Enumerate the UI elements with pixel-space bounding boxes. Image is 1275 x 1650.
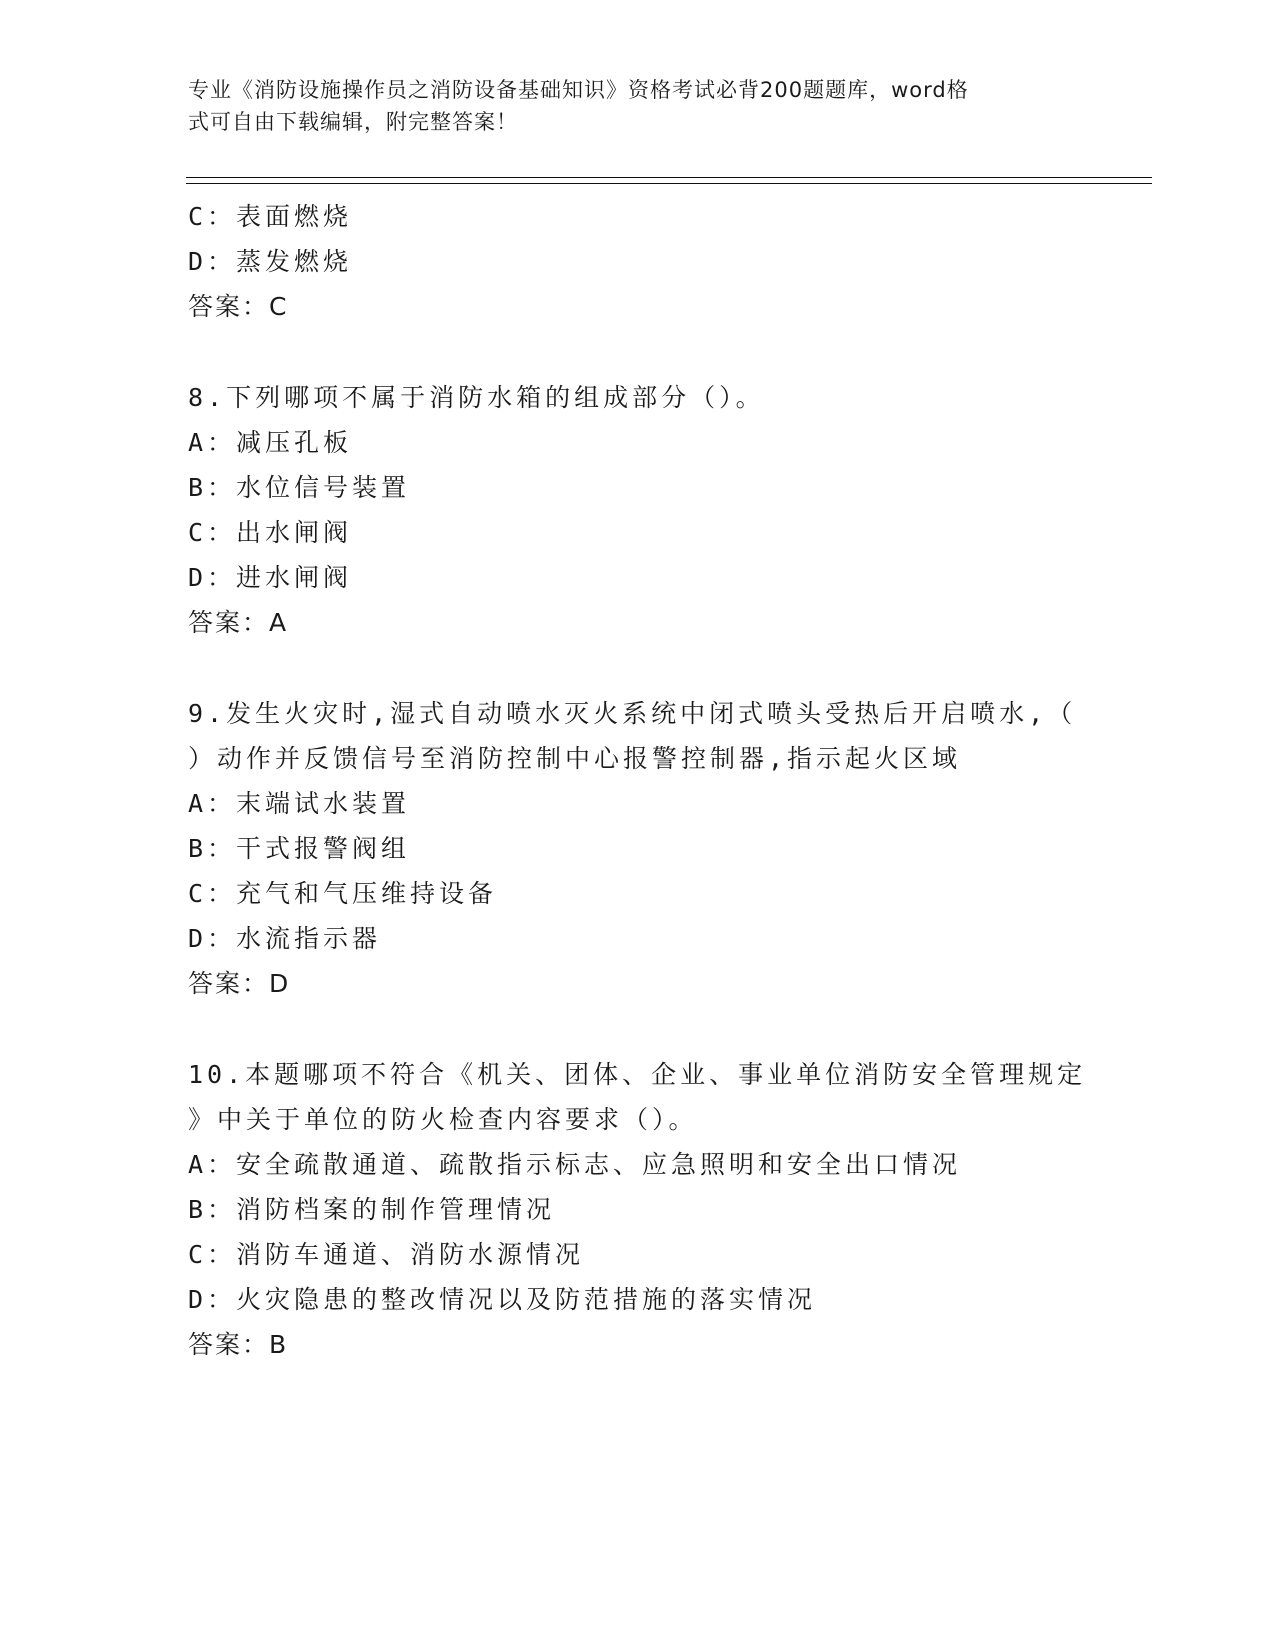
question-9 [188, 691, 1088, 1006]
option-a: A：末端试水装置 [188, 789, 411, 818]
question-8 [188, 375, 1088, 645]
option-b: B：干式报警阀组 [188, 834, 411, 863]
option-d: D：水流指示器 [188, 924, 382, 953]
option-c: C：出水闸阀 [188, 518, 353, 547]
answer: 答案：C [188, 292, 289, 321]
option-d: D：进水闸阀 [188, 563, 353, 592]
header-line-1: 专业《消防设施操作员之消防设备基础知识》资格考试必背200题题库，word格 [188, 78, 969, 102]
option-d: D：蒸发燃烧 [188, 247, 353, 276]
header-line-2: 式可自由下载编辑，附完整答案！ [188, 110, 518, 134]
option-c: C：消防车通道、消防水源情况 [188, 1240, 585, 1269]
question-stem-line-2: ）动作并反馈信号至消防控制中心报警控制器,指示起火区域 [188, 744, 962, 773]
header-divider-bottom [186, 183, 1152, 184]
question-stem-line-2: 》中关于单位的防火检查内容要求（）。 [188, 1105, 698, 1134]
question-stem-line-1: 9.发生火灾时,湿式自动喷水灭火系统中闭式喷头受热后开启喷水,（ [188, 699, 1077, 728]
document-header [188, 74, 1068, 138]
option-a: A：安全疏散通道、疏散指示标志、应急照明和安全出口情况 [188, 1150, 962, 1179]
option-c: C：充气和气压维持设备 [188, 879, 498, 908]
answer: 答案：D [188, 969, 291, 998]
option-b: B：消防档案的制作管理情况 [188, 1195, 556, 1224]
answer: 答案：B [188, 1330, 289, 1359]
question-stem: 8.下列哪项不属于消防水箱的组成部分（）。 [188, 383, 765, 412]
option-d: D：火灾隐患的整改情况以及防范措施的落实情况 [188, 1285, 817, 1314]
answer: 答案：A [188, 608, 289, 637]
option-b: B：水位信号装置 [188, 473, 411, 502]
question-list [188, 194, 1088, 1367]
question-stem-line-1: 10.本题哪项不符合《机关、团体、企业、事业单位消防安全管理规定 [188, 1060, 1087, 1089]
option-c: C：表面燃烧 [188, 202, 353, 231]
question-10 [188, 1052, 1088, 1367]
question-7-tail [188, 194, 1088, 329]
header-divider-top [186, 177, 1152, 178]
option-a: A：减压孔板 [188, 428, 353, 457]
